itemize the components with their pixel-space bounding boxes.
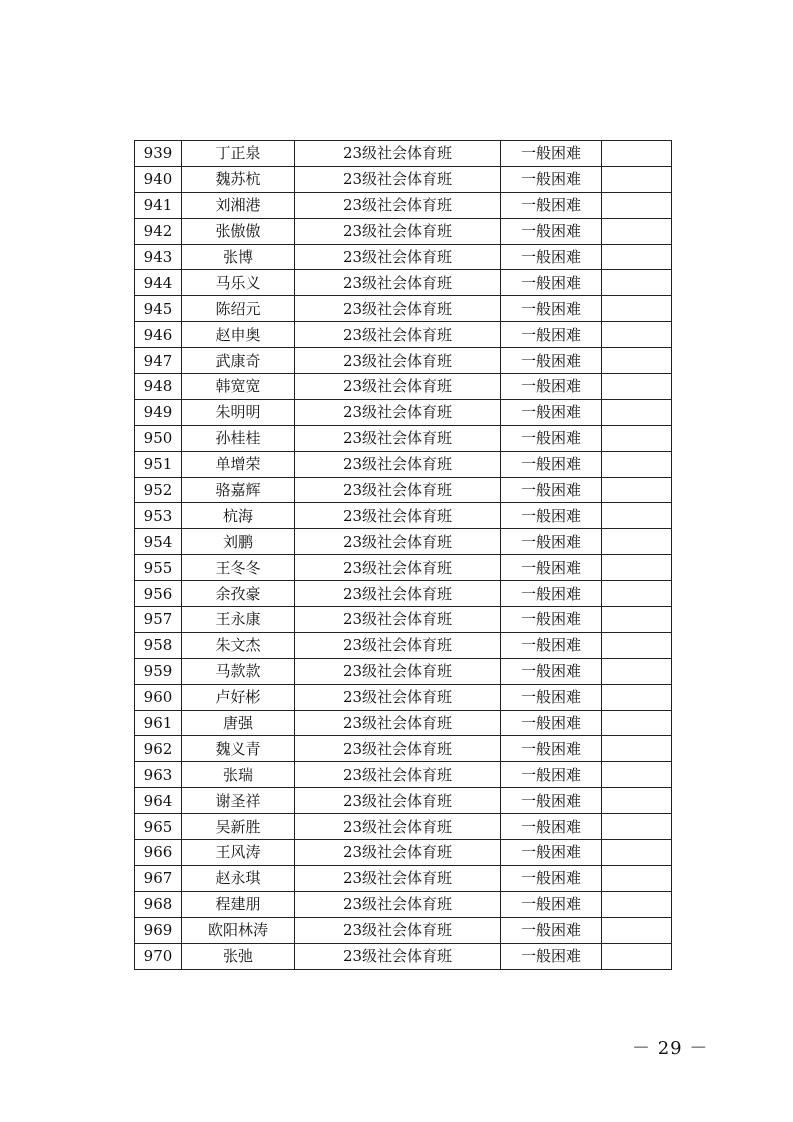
student-name-cell: 马款款 (182, 658, 295, 684)
class-name-cell: 23级社会体育班 (295, 891, 501, 917)
table-row (135, 736, 672, 762)
remarks-cell (602, 477, 672, 503)
remarks-cell (602, 192, 672, 218)
class-name-cell: 23级社会体育班 (295, 192, 501, 218)
student-name-cell: 杭海 (182, 503, 295, 529)
remarks-cell (602, 917, 672, 943)
difficulty-level-cell: 一般困难 (501, 503, 602, 529)
remarks-cell (602, 865, 672, 891)
remarks-cell (602, 840, 672, 866)
class-name-cell: 23级社会体育班 (295, 607, 501, 633)
table-row (135, 348, 672, 374)
class-name-cell: 23级社会体育班 (295, 788, 501, 814)
class-name-cell: 23级社会体育班 (295, 555, 501, 581)
remarks-cell (602, 348, 672, 374)
remarks-cell (602, 736, 672, 762)
row-number-cell: 962 (135, 736, 182, 762)
class-name-cell: 23级社会体育班 (295, 218, 501, 244)
difficulty-level-cell: 一般困难 (501, 658, 602, 684)
difficulty-level-cell: 一般困难 (501, 244, 602, 270)
table-row (135, 192, 672, 218)
class-name-cell: 23级社会体育班 (295, 814, 501, 840)
row-number-cell: 954 (135, 529, 182, 555)
class-name-cell: 23级社会体育班 (295, 425, 501, 451)
row-number-cell: 955 (135, 555, 182, 581)
remarks-cell (602, 166, 672, 192)
table-row (135, 555, 672, 581)
row-number-cell: 951 (135, 451, 182, 477)
row-number-cell: 939 (135, 141, 182, 167)
class-name-cell: 23级社会体育班 (295, 710, 501, 736)
difficulty-level-cell: 一般困难 (501, 399, 602, 425)
table-row (135, 632, 672, 658)
remarks-cell (602, 814, 672, 840)
remarks-cell (602, 503, 672, 529)
table-row (135, 451, 672, 477)
remarks-cell (602, 374, 672, 400)
student-name-cell: 单增荣 (182, 451, 295, 477)
row-number-cell: 956 (135, 581, 182, 607)
row-number-cell: 941 (135, 192, 182, 218)
difficulty-level-cell: 一般困难 (501, 166, 602, 192)
remarks-cell (602, 141, 672, 167)
row-number-cell: 969 (135, 917, 182, 943)
class-name-cell: 23级社会体育班 (295, 529, 501, 555)
class-name-cell: 23级社会体育班 (295, 296, 501, 322)
table-row (135, 322, 672, 348)
table-row (135, 503, 672, 529)
class-name-cell: 23级社会体育班 (295, 477, 501, 503)
difficulty-level-cell: 一般困难 (501, 270, 602, 296)
roster-table-body (135, 141, 672, 970)
row-number-cell: 967 (135, 865, 182, 891)
row-number-cell: 943 (135, 244, 182, 270)
difficulty-level-cell: 一般困难 (501, 788, 602, 814)
remarks-cell (602, 451, 672, 477)
class-name-cell: 23级社会体育班 (295, 348, 501, 374)
student-name-cell: 余孜豪 (182, 581, 295, 607)
student-name-cell: 马乐义 (182, 270, 295, 296)
remarks-cell (602, 891, 672, 917)
row-number-cell: 950 (135, 425, 182, 451)
row-number-cell: 948 (135, 374, 182, 400)
table-row (135, 296, 672, 322)
student-name-cell: 欧阳林涛 (182, 917, 295, 943)
class-name-cell: 23级社会体育班 (295, 374, 501, 400)
row-number-cell: 942 (135, 218, 182, 244)
row-number-cell: 965 (135, 814, 182, 840)
row-number-cell: 952 (135, 477, 182, 503)
class-name-cell: 23级社会体育班 (295, 736, 501, 762)
student-name-cell: 王冬冬 (182, 555, 295, 581)
row-number-cell: 960 (135, 684, 182, 710)
row-number-cell: 968 (135, 891, 182, 917)
student-name-cell: 赵申奥 (182, 322, 295, 348)
student-name-cell: 魏苏杭 (182, 166, 295, 192)
table-row (135, 865, 672, 891)
remarks-cell (602, 270, 672, 296)
table-row (135, 891, 672, 917)
class-name-cell: 23级社会体育班 (295, 503, 501, 529)
student-name-cell: 韩宽宽 (182, 374, 295, 400)
row-number-cell: 957 (135, 607, 182, 633)
table-row (135, 581, 672, 607)
table-row (135, 943, 672, 969)
row-number-cell: 947 (135, 348, 182, 374)
table-row (135, 141, 672, 167)
remarks-cell (602, 322, 672, 348)
table-row (135, 529, 672, 555)
difficulty-level-cell: 一般困难 (501, 710, 602, 736)
student-name-cell: 陈绍元 (182, 296, 295, 322)
class-name-cell: 23级社会体育班 (295, 399, 501, 425)
difficulty-level-cell: 一般困难 (501, 891, 602, 917)
student-name-cell: 孙桂桂 (182, 425, 295, 451)
table-row (135, 218, 672, 244)
difficulty-level-cell: 一般困难 (501, 632, 602, 658)
difficulty-level-cell: 一般困难 (501, 814, 602, 840)
difficulty-level-cell: 一般困难 (501, 581, 602, 607)
student-roster-table (134, 140, 672, 970)
table-row (135, 477, 672, 503)
class-name-cell: 23级社会体育班 (295, 762, 501, 788)
difficulty-level-cell: 一般困难 (501, 555, 602, 581)
class-name-cell: 23级社会体育班 (295, 865, 501, 891)
student-name-cell: 唐强 (182, 710, 295, 736)
student-name-cell: 吴新胜 (182, 814, 295, 840)
student-name-cell: 武康奇 (182, 348, 295, 374)
student-name-cell: 张瑞 (182, 762, 295, 788)
difficulty-level-cell: 一般困难 (501, 917, 602, 943)
table-row (135, 788, 672, 814)
class-name-cell: 23级社会体育班 (295, 581, 501, 607)
table-row (135, 244, 672, 270)
student-name-cell: 王永康 (182, 607, 295, 633)
row-number-cell: 964 (135, 788, 182, 814)
remarks-cell (602, 762, 672, 788)
table-row (135, 684, 672, 710)
student-name-cell: 刘湘港 (182, 192, 295, 218)
row-number-cell: 945 (135, 296, 182, 322)
class-name-cell: 23级社会体育班 (295, 270, 501, 296)
table-row (135, 399, 672, 425)
difficulty-level-cell: 一般困难 (501, 762, 602, 788)
difficulty-level-cell: 一般困难 (501, 192, 602, 218)
difficulty-level-cell: 一般困难 (501, 865, 602, 891)
remarks-cell (602, 710, 672, 736)
student-name-cell: 朱明明 (182, 399, 295, 425)
table-row (135, 814, 672, 840)
difficulty-level-cell: 一般困难 (501, 736, 602, 762)
remarks-cell (602, 244, 672, 270)
student-name-cell: 刘鹏 (182, 529, 295, 555)
remarks-cell (602, 788, 672, 814)
student-name-cell: 骆嘉辉 (182, 477, 295, 503)
table-row (135, 917, 672, 943)
table-row (135, 270, 672, 296)
student-name-cell: 王风涛 (182, 840, 295, 866)
difficulty-level-cell: 一般困难 (501, 348, 602, 374)
class-name-cell: 23级社会体育班 (295, 684, 501, 710)
remarks-cell (602, 581, 672, 607)
remarks-cell (602, 218, 672, 244)
page-number: － 29 － (632, 1038, 709, 1059)
remarks-cell (602, 632, 672, 658)
row-number-cell: 959 (135, 658, 182, 684)
class-name-cell: 23级社会体育班 (295, 840, 501, 866)
row-number-cell: 949 (135, 399, 182, 425)
table-row (135, 840, 672, 866)
row-number-cell: 961 (135, 710, 182, 736)
row-number-cell: 940 (135, 166, 182, 192)
difficulty-level-cell: 一般困难 (501, 374, 602, 400)
class-name-cell: 23级社会体育班 (295, 244, 501, 270)
class-name-cell: 23级社会体育班 (295, 166, 501, 192)
table-row (135, 607, 672, 633)
difficulty-level-cell: 一般困难 (501, 840, 602, 866)
student-name-cell: 程建朋 (182, 891, 295, 917)
remarks-cell (602, 943, 672, 969)
row-number-cell: 963 (135, 762, 182, 788)
table-row (135, 166, 672, 192)
difficulty-level-cell: 一般困难 (501, 451, 602, 477)
difficulty-level-cell: 一般困难 (501, 529, 602, 555)
difficulty-level-cell: 一般困难 (501, 607, 602, 633)
class-name-cell: 23级社会体育班 (295, 322, 501, 348)
class-name-cell: 23级社会体育班 (295, 658, 501, 684)
difficulty-level-cell: 一般困难 (501, 322, 602, 348)
remarks-cell (602, 296, 672, 322)
student-name-cell: 朱文杰 (182, 632, 295, 658)
remarks-cell (602, 684, 672, 710)
difficulty-level-cell: 一般困难 (501, 684, 602, 710)
table-row (135, 762, 672, 788)
class-name-cell: 23级社会体育班 (295, 917, 501, 943)
row-number-cell: 958 (135, 632, 182, 658)
class-name-cell: 23级社会体育班 (295, 632, 501, 658)
student-name-cell: 魏义青 (182, 736, 295, 762)
difficulty-level-cell: 一般困难 (501, 296, 602, 322)
student-name-cell: 赵永琪 (182, 865, 295, 891)
student-name-cell: 丁正泉 (182, 141, 295, 167)
student-name-cell: 张博 (182, 244, 295, 270)
table-row (135, 658, 672, 684)
student-name-cell: 谢圣祥 (182, 788, 295, 814)
table-row (135, 425, 672, 451)
row-number-cell: 946 (135, 322, 182, 348)
difficulty-level-cell: 一般困难 (501, 218, 602, 244)
difficulty-level-cell: 一般困难 (501, 425, 602, 451)
remarks-cell (602, 399, 672, 425)
row-number-cell: 970 (135, 943, 182, 969)
table-row (135, 710, 672, 736)
row-number-cell: 944 (135, 270, 182, 296)
remarks-cell (602, 555, 672, 581)
difficulty-level-cell: 一般困难 (501, 141, 602, 167)
difficulty-level-cell: 一般困难 (501, 477, 602, 503)
student-name-cell: 张弛 (182, 943, 295, 969)
row-number-cell: 953 (135, 503, 182, 529)
student-name-cell: 卢好彬 (182, 684, 295, 710)
remarks-cell (602, 607, 672, 633)
class-name-cell: 23级社会体育班 (295, 943, 501, 969)
student-name-cell: 张傲傲 (182, 218, 295, 244)
difficulty-level-cell: 一般困难 (501, 943, 602, 969)
class-name-cell: 23级社会体育班 (295, 451, 501, 477)
remarks-cell (602, 425, 672, 451)
remarks-cell (602, 658, 672, 684)
remarks-cell (602, 529, 672, 555)
class-name-cell: 23级社会体育班 (295, 141, 501, 167)
table-row (135, 374, 672, 400)
row-number-cell: 966 (135, 840, 182, 866)
